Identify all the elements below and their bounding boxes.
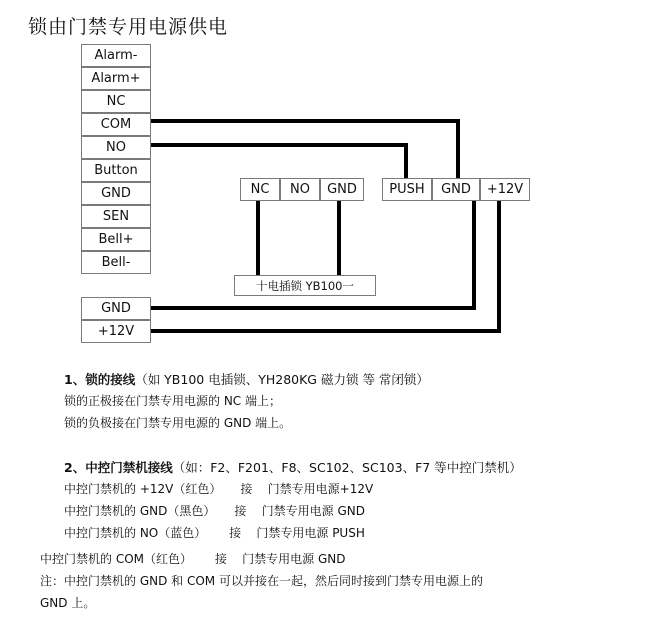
section-1-line-2: 锁的负极接在门禁专用电源的 GND 端上。 [64,416,292,430]
lock-terminal-gnd: GND [320,178,364,201]
lock-terminal-no: NO [280,178,320,201]
supply-terminal-12v: +12V [480,178,530,201]
wire-no-to-push-drop [404,143,408,178]
terminal-power-12v: +12V [81,320,151,343]
wire-com-to-supply-gnd [151,119,460,123]
wire-nc-to-lock [256,201,260,275]
terminal-alarm-plus: Alarm+ [81,67,151,90]
terminal-nc: NC [81,90,151,113]
wire-power-12v-vertical [497,201,501,333]
wire-power-gnd-vertical [472,201,476,310]
terminal-power-gnd: GND [81,297,151,320]
terminal-bell-minus: Bell- [81,251,151,274]
section-1-subtitle: （如 YB100 电插锁、YH280KG 磁力锁 等 常闭锁） [135,372,429,387]
terminal-com: COM [81,113,151,136]
supply-terminal-gnd: GND [432,178,480,201]
section-2-line-3: 中控门禁机的 NO（蓝色） 接 门禁专用电源 PUSH [64,526,365,540]
wire-com-to-supply-gnd-drop [456,119,460,178]
section-2-heading [64,458,522,476]
supply-terminal-push: PUSH [382,178,432,201]
section-1-heading [64,370,429,388]
section-1-line-1: 锁的正极接在门禁专用电源的 NC 端上； [64,394,281,408]
terminal-bell-plus: Bell+ [81,228,151,251]
lock-terminal-nc: NC [240,178,280,201]
wire-gnd-to-lock [337,201,341,275]
section-2-subtitle: （如：F2、F201、F8、SC102、SC103、F7 等中控门禁机） [172,460,522,475]
terminal-alarm-minus: Alarm- [81,44,151,67]
wire-power-12v-horizontal [151,329,501,333]
section-1-title: 1、锁的接线 [64,372,136,387]
terminal-sen: SEN [81,205,151,228]
controller-terminal-strip [81,44,151,274]
terminal-button: Button [81,159,151,182]
terminal-no: NO [81,136,151,159]
section-2-title: 2、中控门禁机接线 [64,460,173,475]
section-2-line-4: 中控门禁机的 COM（红色） 接 门禁专用电源 GND [40,552,346,566]
note-line-2: GND 上。 [40,596,96,610]
note-line-1: 注：中控门禁机的 GND 和 COM 可以并接在一起，然后同时接到门禁专用电源上的 [40,574,483,588]
electric-lock-box: 十电插锁 YB100一 [234,275,376,296]
terminal-gnd: GND [81,182,151,205]
page-title: 锁由门禁专用电源供电 [28,16,229,38]
section-2-line-2: 中控门禁机的 GND（黑色） 接 门禁专用电源 GND [64,504,365,518]
wire-power-gnd-horizontal [151,306,476,310]
wire-no-to-push [151,143,408,147]
section-2-line-1: 中控门禁机的 +12V（红色） 接 门禁专用电源+12V [64,482,374,496]
